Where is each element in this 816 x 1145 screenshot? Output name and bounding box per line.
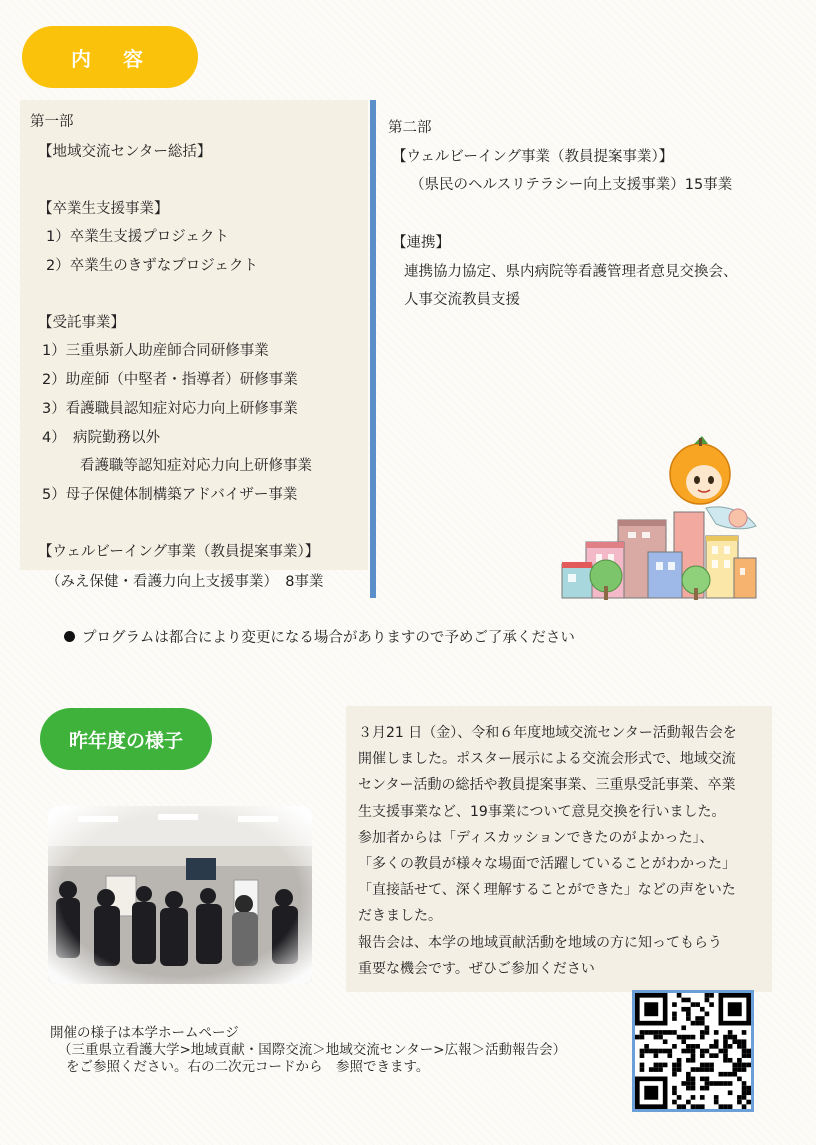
qr-code-frame[interactable] [632,990,754,1112]
program-note-text: プログラムは都合により変更になる場合がありますので予めご了承ください [82,630,575,646]
contract-item: 3）看護職員認知症対応力向上研修事業 [42,401,298,417]
heading-last-year: 昨年度の様子 [40,708,212,770]
wellbeing-heading: 【ウェルビーイング事業（教員提案事業）】 [38,544,320,560]
collab-heading: 【連携】 [392,235,450,251]
part2-title: 第二部 [388,120,432,136]
report-text [358,720,768,982]
report-line: 参加者からは「ディスカッションできたのがよかった」、 [358,829,714,846]
contract-heading: 【受託事業】 [38,315,125,331]
report-line: 重要な機会です。ぜひご参加ください [358,960,595,977]
wellbeing-detail: （みえ保健・看護力向上支援事業） 8事業 [46,574,324,590]
divider-bar [370,100,376,598]
contract-item: 看護職等認知症対応力向上研修事業 [80,458,312,474]
part2-wellbeing-heading: 【ウェルビーイング事業（教員提案事業）】 [392,149,674,165]
report-line: 「直接話せて、深く理解することができた」などの声をいた [358,882,736,899]
collab-line: 連携協力協定、県内病院等看護管理者意見交換会、 [404,264,738,280]
report-line: センター活動の総括や教員提案事業、三重県受託事業、卒業 [358,777,736,794]
bullet-icon [64,631,75,642]
footer-line: をご参照ください。右の二次元コードから 参照できます。 [66,1059,430,1075]
contract-item: 1）三重県新人助産師合同研修事業 [42,343,269,359]
report-line: 「多くの教員が様々な場面で活躍していることがわかった」 [358,856,736,873]
contract-item: 2）助産師（中堅者・指導者）研修事業 [42,372,298,388]
graduate-item: 2）卒業生のきずなプロジェクト [46,258,258,274]
footer-line: （三重県立看護大学>地域貢献・国際交流＞地域交流センター>広報＞活動報告会） [58,1042,567,1058]
graduate-heading: 【卒業生支援事業】 [38,201,169,217]
report-line: だきました。 [358,908,442,925]
contract-item: 4） 病院勤務以外 [42,430,160,446]
footer-line: 開催の様子は本学ホームページ [50,1025,239,1041]
footer-text [50,1025,566,1076]
event-photo [48,806,312,984]
contract-item: 5）母子保健体制構築アドバイザー事業 [42,487,298,503]
qr-code-icon[interactable] [635,993,751,1109]
part1-title: 第一部 [30,114,74,130]
program-note [64,626,575,647]
graduate-item: 1）卒業生支援プロジェクト [46,229,229,245]
report-line: 報告会は、本学の地域貢献活動を地域の方に知ってもらう [358,934,722,951]
report-line: ３月21 日（金）、令和６年度地域交流センター活動報告会を [358,725,737,741]
part2-wellbeing-detail: （県民のヘルスリテラシー向上支援事業）15事業 [410,177,733,193]
collab-line: 人事交流教員支援 [404,292,520,308]
report-line: 開催しました。ポスター展示による交流会形式で、地域交流 [358,751,736,768]
part1-summary: 【地域交流センター総括】 [38,144,212,160]
report-line: 生支援事業など、19事業について意見交換を行いました。 [358,803,726,820]
city-buildings-icon [556,434,766,606]
heading-contents: 内 容 [22,26,198,88]
